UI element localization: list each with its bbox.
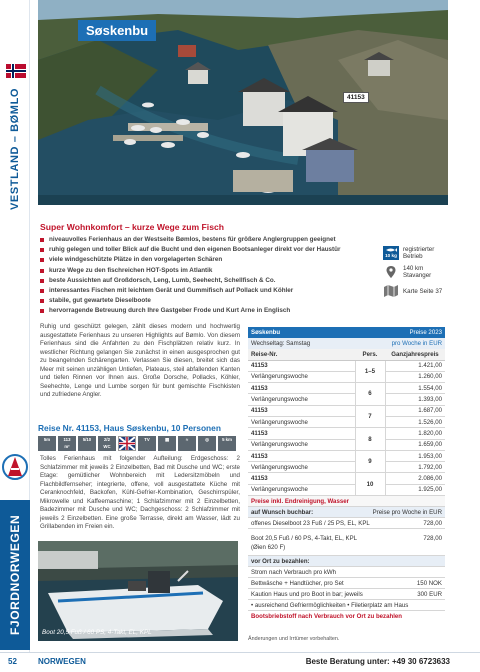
onsite-item: Kaution Haus und pro Boot in bar; jeweils 300 EUR	[248, 589, 445, 600]
boat-photo	[38, 541, 238, 641]
registered-business-row	[383, 246, 453, 260]
col-trip-number: Reise-Nr.	[248, 349, 355, 360]
wifi-icon: ≈	[178, 436, 196, 451]
boat-caption: Boot 20,5 Fuß / 60 PS, 4-Takt, EL, KPL	[42, 629, 152, 636]
map-label: Karte Seite 37	[403, 287, 443, 295]
region-label: VESTLAND – BØMLO	[9, 87, 21, 211]
norway-flag-icon	[6, 64, 26, 78]
onsite-item: Strom nach Verbrauch pro kWh	[248, 567, 445, 578]
info-icons	[383, 246, 453, 303]
feature-item: interessantes Fischen mit leichtem Gerät und Gummifisch auf Pollack und Köhler	[40, 286, 400, 296]
tv-icon: TV	[138, 436, 156, 451]
bookable-item: Boot 20,5 Fuß / 60 PS, 4-Takt, EL, KPL (Øien 620 F) 728,00	[248, 529, 445, 556]
english-flag-icon	[118, 436, 136, 451]
table-row: 41153 10 2.086,00	[248, 473, 445, 484]
price-table	[248, 327, 445, 622]
price-grid	[248, 349, 445, 496]
page-footer	[0, 652, 480, 672]
section-label: FJORDNORWEGEN	[0, 500, 30, 650]
section-heading: Super Wohnkomfort – kurze Wege zum Fisch	[40, 222, 224, 232]
feature-item: niveauvolles Ferienhaus an der Westseite Bømlos, bestens für größere Anglergruppen geeignet	[40, 235, 400, 245]
distance-label: 140 km Stavanger	[403, 265, 432, 279]
included-note: Preise inkl. Endreinigung, Wasser	[248, 496, 445, 507]
fuel-note: Bootsbriebstoff nach Verbrauch vor Ort zu bezahlen	[251, 613, 403, 621]
shop-distance-icon: 5 km	[218, 436, 236, 451]
location-pin-icon	[383, 265, 399, 279]
table-row: Verlängerungswoche 1.659,00	[248, 439, 445, 450]
feature-item: ruhig gelegen und toller Blick auf die Bucht und den eigenen Bootsanleger direkt vor der Haustür	[40, 245, 400, 255]
feature-item: kurze Wege zu den fischreichen HOT-Spots im Atlantik	[40, 266, 400, 276]
table-row: 41153 1–5 1.421,00	[248, 360, 445, 371]
hero-photo	[38, 0, 448, 205]
map-row	[383, 284, 453, 298]
svg-text:10 kg: 10 kg	[385, 253, 397, 258]
house-description: Tolles Ferienhaus mit folgender Aufteilung: Erdgeschoss: 2 Schlafzimmer mit jeweils 2 Einzelbetten, Bad mit Dusche und WC; erste Etage: gemütlicher Wohnbereich mit Ledersitzmöbeln und Flachbildfernseher; integrierte, offene, voll ausgestattete Küche mit Ceranknochfeld, Backofen, Kühl-Gefrier-Kombination, Geschirrspüler, Mikrowelle und Kaffeemaschine; 1 Schlafzimmer mit 2 Einzelbetten, Badezimmer mit Dusche und WC; Dachgeschoss: 2 Schlafzimmer mit jeweils 2 Einzelbetten. Eine große Terrasse, direkt am Wasser, lädt zu Grillabenden im Freien ein.	[40, 455, 240, 530]
table-row: 41153 8 1.820,00	[248, 428, 445, 439]
price-table-subheader	[248, 338, 445, 349]
onsite-header: vor Ort zu bezahlen:	[248, 556, 445, 567]
onsite-item: Bettwäsche + Handtücher, pro Set 150 NOK	[248, 578, 445, 589]
col-price: Ganzjahrespreis	[385, 349, 445, 360]
amenity-icons	[38, 436, 236, 451]
feature-list	[40, 235, 400, 317]
feature-item: stabile, gut gewartete Dieselboote	[40, 296, 400, 306]
house-name: Søskenbu	[251, 329, 281, 336]
table-row: Verlängerungswoche 1.925,00	[248, 484, 445, 495]
feature-item: beste Aussichten auf Großdorsch, Leng, Lumb, Seehecht, Schellfisch & Co.	[40, 276, 400, 286]
fish-weight-badge-icon	[383, 246, 399, 260]
side-band	[0, 0, 30, 652]
table-row: Verlängerungswoche 1.526,00	[248, 416, 445, 427]
table-row: 41153 6 1.554,00	[248, 383, 445, 394]
bookable-item: offenes Dieselboot 23 Fuß / 25 PS, EL, KPL 728,00	[248, 518, 445, 529]
page-number: 52	[8, 657, 17, 666]
table-row: 41153 7 1.687,00	[248, 405, 445, 416]
dishwasher-icon: ▦	[158, 436, 176, 451]
house-title: Reise Nr. 41153, Haus Søskenbu, 10 Personen	[38, 423, 221, 433]
bath-wc-icon: 2/2 WC	[98, 436, 116, 451]
table-row: 41153 9 1.953,00	[248, 450, 445, 461]
boat-image	[38, 541, 238, 641]
price-table-header	[248, 327, 445, 338]
house-number-tag: 41153	[343, 92, 369, 103]
service-hotline: Beste Beratung unter: +49 30 6723633	[305, 657, 450, 666]
table-row: Verlängerungswoche 1.393,00	[248, 394, 445, 405]
bookable-header: auf Wunsch buchbar: Preise pro Woche in EUR	[248, 507, 445, 518]
price-unit: pro Woche in EUR	[391, 340, 442, 347]
distance-row	[383, 265, 453, 279]
feature-item: viele windgeschützte Plätze in den vorgelagerten Schären	[40, 255, 400, 265]
page-title: Søskenbu	[78, 20, 156, 41]
table-row: Verlängerungswoche 1.260,00	[248, 371, 445, 382]
country-label: NORWEGEN	[38, 657, 86, 666]
bedrooms-beds-icon: 5/10	[78, 436, 96, 451]
registered-label: registrierter Betrieb	[403, 246, 435, 260]
onsite-item: • ausreichend Gefriermöglichkeiten • Filetierplatz am Haus	[248, 600, 445, 611]
col-persons: Pers.	[355, 349, 385, 360]
washing-machine-icon: ◎	[198, 436, 216, 451]
changeover-day: Wechseltag: Samstag	[251, 340, 311, 347]
map-icon	[383, 284, 399, 298]
price-year: Preise 2023	[409, 329, 442, 336]
description-text: Ruhig und geschützt gelegen, zählt dieses modern und hochwertig ausgestattete Ferienhaus zu unseren Highlights auf Bømlo. Von diesem Ferienhaus sind die Anfahrten zu den Fischplätzen relativ kurz. In westlicher Richtung gelangen Sie zunächst in einen ausgesprochen gut zu beangelnden Schärengarten. Verlassen Sie diesen, breitet sich das Meer mit seinen unzähligen Untiefen, Plateaus, steil abfallenden Kanten und tiefen Rinnen vor Ihnen aus. Große Dorsche, Pollacks, Köhler, Seehechte, Lenge und Lumbe sorgen für bunt gemischte Fischkisten und zufriedene Angler.	[40, 323, 240, 398]
living-area-icon: 113 m²	[58, 436, 76, 451]
brand-logo-icon	[2, 452, 28, 482]
distance-water-icon: 5m	[38, 436, 56, 451]
feature-item: hervorragende Betreuung durch Ihre Gastgeber Frode und Kurt Arne in Englisch	[40, 306, 400, 316]
footnote: Änderungen und Irrtümer vorbehalten.	[248, 636, 340, 642]
table-row: Verlängerungswoche 1.792,00	[248, 462, 445, 473]
